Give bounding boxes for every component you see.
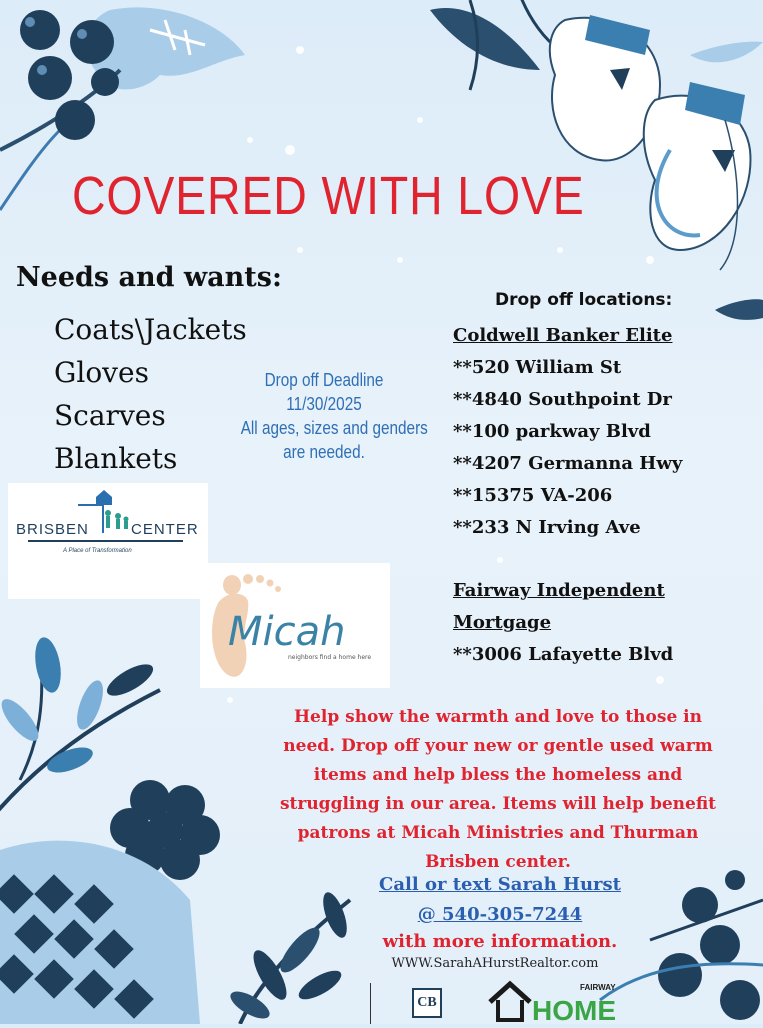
dropoff-heading: Drop off locations: (495, 290, 673, 310)
house-icon (488, 976, 638, 1024)
micah-logo (200, 563, 390, 688)
fairway-heading-cont: Mortgage (453, 612, 552, 633)
contact-more-info: with more information. (382, 931, 618, 952)
needs-item: Gloves (54, 356, 149, 389)
message-line: Brisben center. (425, 852, 571, 872)
deadline-note-cont: are needed. (283, 442, 365, 462)
address-item: **520 William St (453, 357, 622, 378)
needs-item: Coats\Jackets (54, 313, 247, 346)
brisben-tagline: A Place of Transformation (63, 548, 132, 554)
deadline-date: 11/30/2025 (286, 394, 362, 414)
needs-list (54, 308, 247, 480)
deadline-note: All ages, sizes and genders (240, 418, 428, 438)
appeal-message (278, 703, 718, 877)
deadline-label: Drop off Deadline (264, 370, 384, 390)
coldwell-banker-heading: Coldwell Banker Elite (453, 325, 673, 346)
address-item: **15375 VA-206 (453, 485, 613, 506)
message-line: items and help bless the homeless and (313, 765, 683, 785)
deadline-block (226, 368, 428, 464)
message-line: struggling in our area. Items will help benefit (279, 794, 717, 814)
website-url[interactable]: WWW.SarahAHurstRealtor.com (391, 956, 599, 971)
coldwell-banker-logo: CB (412, 988, 442, 1018)
address-item: **4840 Southpoint Dr (453, 389, 672, 410)
fairway-home-text: HOME (532, 995, 616, 1024)
brisben-logo-graphic (8, 483, 208, 599)
brisben-name-right: CENTER (131, 521, 199, 538)
divider (370, 983, 371, 1024)
message-line: Help show the warmth and love to those in (293, 707, 702, 727)
address-item: **233 N Irving Ave (453, 517, 641, 538)
contact-call-link[interactable]: Call or text Sarah Hurst (379, 874, 621, 895)
fairway-top-text: FAIRWAY (580, 983, 616, 992)
message-line: patrons at Micah Ministries and Thurman (297, 823, 699, 843)
fairway-heading: Fairway Independent (453, 580, 665, 601)
address-item: **4207 Germanna Hwy (453, 453, 683, 474)
micah-name: Micah (228, 609, 346, 655)
micah-logo-graphic (200, 563, 390, 688)
needs-item: Scarves (54, 399, 166, 432)
fairway-home-logo (488, 976, 638, 1024)
brisben-center-logo (8, 483, 208, 599)
contact-phone-link[interactable]: @ 540-305-7244 (417, 904, 583, 925)
needs-item: Blankets (54, 442, 178, 475)
needs-heading: Needs and wants: (16, 262, 282, 293)
address-item: **3006 Lafayette Blvd (453, 644, 674, 665)
address-item: **100 parkway Blvd (453, 421, 651, 442)
brisben-name-left: BRISBEN (16, 521, 89, 538)
flyer-title: COVERED WITH LOVE (72, 166, 585, 226)
micah-tagline: neighbors find a home here (288, 654, 372, 661)
message-line: need. Drop off your new or gentle used warm (283, 736, 713, 756)
